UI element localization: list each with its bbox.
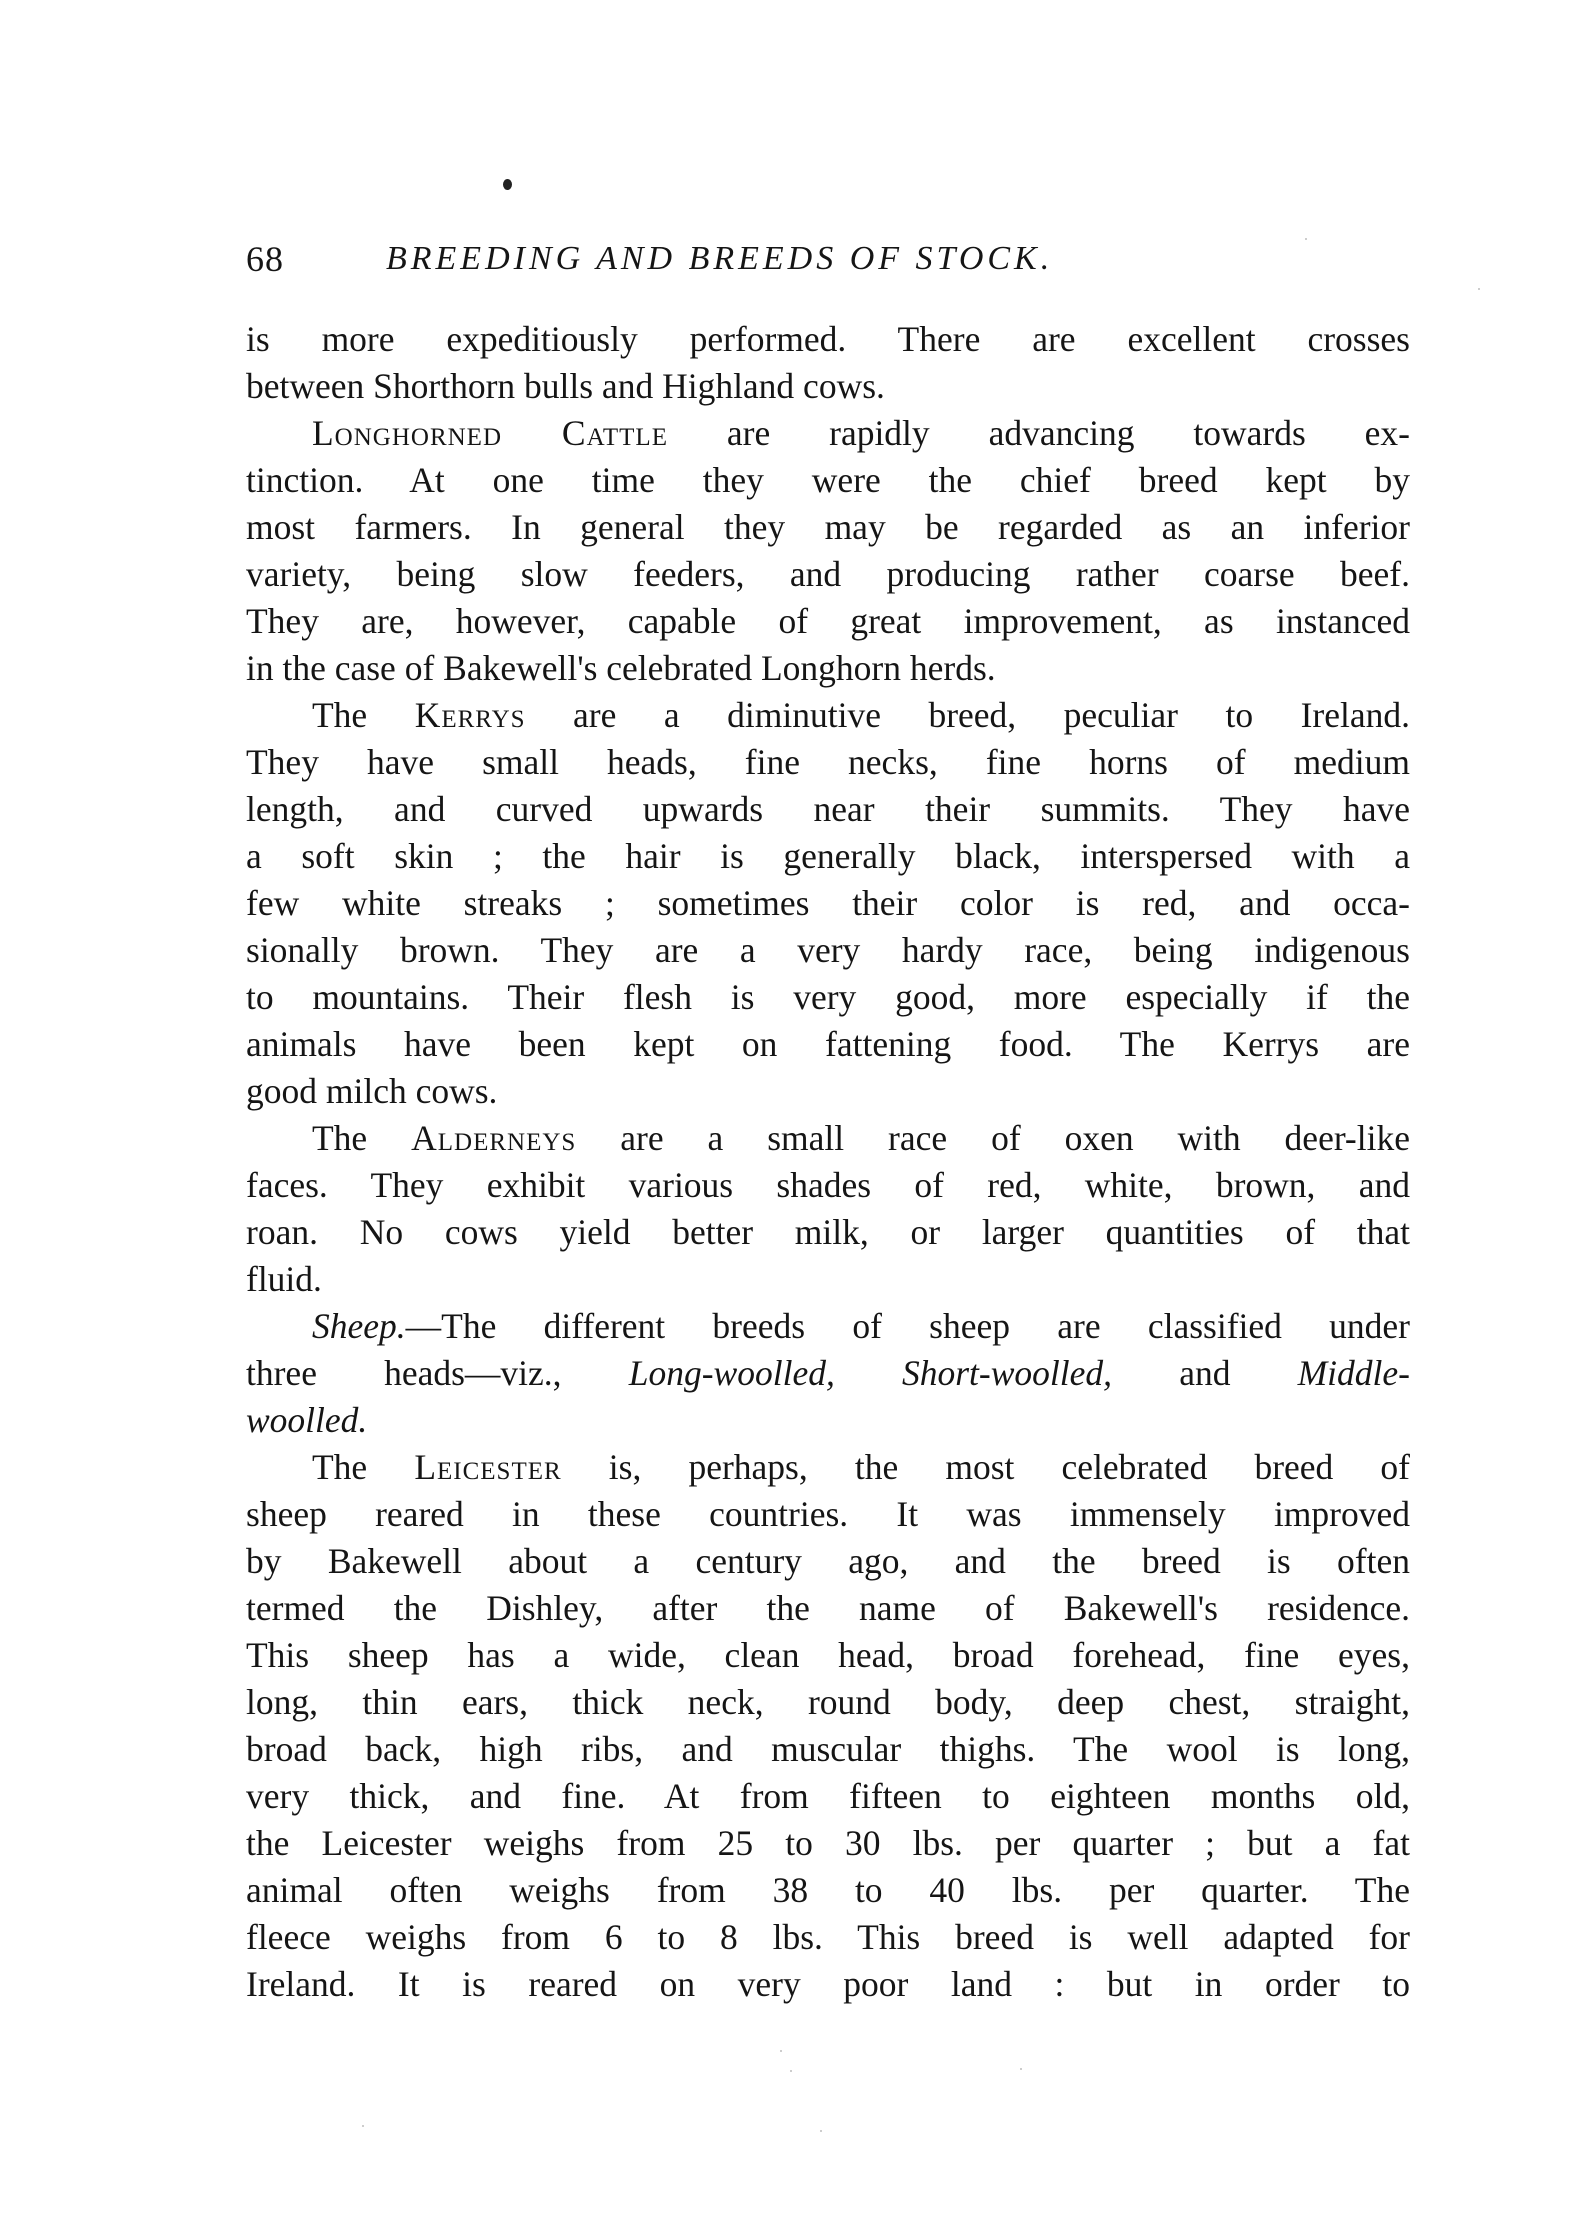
- text-line: by Bakewell about a century ago, and the breed is often: [246, 1541, 1410, 1581]
- text-line: [246, 1115, 1410, 1162]
- text-line: Ireland. It is reared on very poor land : but in order to: [246, 1964, 1410, 2004]
- text-run: The: [312, 1118, 412, 1158]
- paragraph-leicester: [246, 1444, 1410, 2008]
- text-run: are a diminutive breed, peculiar to Ireland.: [525, 695, 1410, 735]
- term-long-woolled: Long-woolled,: [628, 1353, 835, 1393]
- text-line: [246, 1444, 1410, 1491]
- text-line: good milch cows.: [246, 1071, 498, 1111]
- text-line: variety, being slow feeders, and producing rather coarse beef.: [246, 554, 1410, 594]
- text-line: animals have been kept on fattening food. The Kerrys are: [246, 1024, 1410, 1064]
- body-text: [246, 316, 1410, 2008]
- text-run: The: [312, 1447, 415, 1487]
- text-run: are rapidly advancing towards ex-: [667, 413, 1410, 453]
- ink-speck: [780, 2050, 782, 2052]
- page-number: 68: [246, 239, 284, 279]
- ink-speck: [820, 2130, 822, 2132]
- text-line: to mountains. Their flesh is very good, more especially if the: [246, 977, 1410, 1017]
- text-line: They are, however, capable of great improvement, as instanced: [246, 601, 1410, 641]
- text-run: is, perhaps, the most celebrated breed of: [561, 1447, 1410, 1487]
- text-line: between Shorthorn bulls and Highland cows.: [246, 366, 885, 406]
- text-line: termed the Dishley, after the name of Bakewell's residence.: [246, 1588, 1410, 1628]
- breed-name-alderneys: Alderneys: [411, 1118, 577, 1158]
- text-line: animal often weighs from 38 to 40 lbs. per quarter. The: [246, 1870, 1410, 1910]
- text-run: are a small race of oxen with deer-like: [576, 1118, 1410, 1158]
- paragraph-crosses: [246, 316, 1410, 410]
- paragraph-longhorned: [246, 410, 1410, 692]
- page-header: [246, 234, 1406, 284]
- paragraph-alderneys: [246, 1115, 1410, 1303]
- text-line: a soft skin ; the hair is generally black, interspersed with a: [246, 836, 1410, 876]
- ink-speck: [790, 2070, 792, 2072]
- ink-speck: [1020, 2068, 1022, 2070]
- text-line: woolled.: [246, 1400, 368, 1440]
- paragraph-sheep: [246, 1303, 1410, 1444]
- text-line: [246, 1303, 1410, 1350]
- text-run: three heads—viz.,: [246, 1353, 629, 1393]
- text-line: roan. No cows yield better milk, or larger quantities of that: [246, 1212, 1410, 1252]
- text-line: faces. They exhibit various shades of red, white, brown, and: [246, 1165, 1410, 1205]
- text-line: long, thin ears, thick neck, round body, deep chest, straight,: [246, 1682, 1410, 1722]
- text-line: They have small heads, fine necks, fine horns of medium: [246, 742, 1410, 782]
- text-line: [246, 692, 1410, 739]
- text-line: in the case of Bakewell's celebrated Longhorn herds.: [246, 648, 996, 688]
- text-line: This sheep has a wide, clean head, broad forehead, fine eyes,: [246, 1635, 1410, 1675]
- ink-speck: [1478, 288, 1480, 290]
- text-line: fluid.: [246, 1259, 322, 1299]
- text-line: very thick, and fine. At from fifteen to eighteen months old,: [246, 1776, 1410, 1816]
- text-line: length, and curved upwards near their summits. They have: [246, 789, 1410, 829]
- breed-name-leicester: Leicester: [414, 1447, 562, 1487]
- text-line: [246, 1350, 1410, 1397]
- running-head: BREEDING AND BREEDS OF STOCK.: [386, 240, 1054, 277]
- breed-name-kerrys: Kerrys: [414, 695, 526, 735]
- text-run: and: [1179, 1353, 1231, 1393]
- text-line: broad back, high ribs, and muscular thighs. The wool is long,: [246, 1729, 1410, 1769]
- paragraph-kerrys: [246, 692, 1410, 1115]
- text-line: [246, 410, 1410, 457]
- text-line: sheep reared in these countries. It was immensely improved: [246, 1494, 1410, 1534]
- text-run: —The different breeds of sheep are classified under: [405, 1306, 1410, 1346]
- text-line: is more expeditiously performed. There are excellent crosses: [246, 319, 1410, 359]
- text-line: few white streaks ; sometimes their color is red, and occa-: [246, 883, 1410, 923]
- text-line: sionally brown. They are a very hardy race, being indigenous: [246, 930, 1410, 970]
- text-run: The: [312, 695, 415, 735]
- breed-name-longhorned: Longhorned Cattle: [312, 413, 668, 453]
- term-middle-woolled: Middle-: [1297, 1353, 1410, 1393]
- text-line: tinction. At one time they were the chief breed kept by: [246, 460, 1410, 500]
- text-line: fleece weighs from 6 to 8 lbs. This breed is well adapted for: [246, 1917, 1410, 1957]
- section-title-sheep: Sheep.: [312, 1306, 406, 1346]
- text-line: the Leicester weighs from 25 to 30 lbs. per quarter ; but a fat: [246, 1823, 1410, 1863]
- ink-speck: [503, 179, 512, 190]
- term-short-woolled: Short-woolled,: [901, 1353, 1113, 1393]
- ink-speck: [362, 2125, 364, 2127]
- text-line: most farmers. In general they may be regarded as an inferior: [246, 507, 1410, 547]
